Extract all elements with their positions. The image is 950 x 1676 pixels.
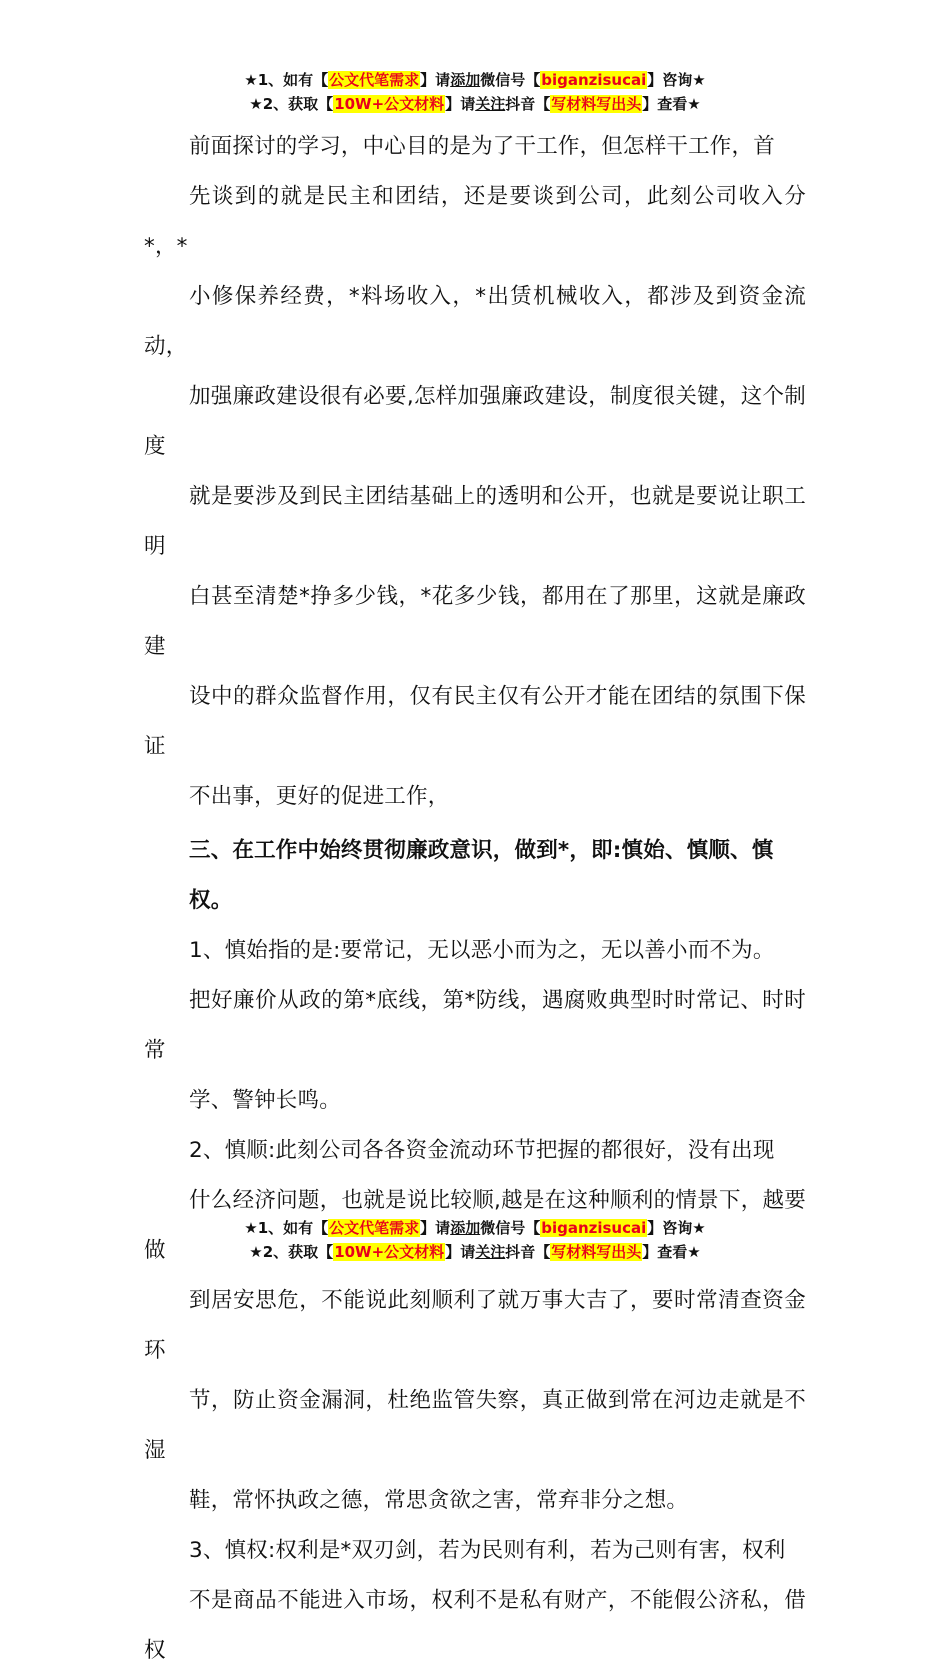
text-line: 加强廉政建设很有必要,怎样加强廉政建设，制度很关键，这个制度 <box>144 384 806 459</box>
text-line: 不是商品不能进入市场，权利不是私有财产，不能假公济私，借权 <box>144 1588 806 1663</box>
text-line: 不出事，更好的促进工作， <box>189 784 450 809</box>
banner-line-2 <box>0 1240 950 1264</box>
text-line: 三、在工作中始终贯彻廉政意识，做到*，即:慎始、慎顺、慎 <box>189 838 774 863</box>
banner-text: 】咨询★ <box>647 1219 706 1237</box>
text-line: 鞋，常怀执政之德，常思贪欲之害，常弃非分之想。 <box>189 1488 689 1513</box>
banner-text: 】请 <box>445 95 476 113</box>
banner-text: 】查看★ <box>642 95 701 113</box>
banner-wechat-id: biganzisucai <box>541 71 647 89</box>
header-banner <box>0 68 950 116</box>
banner-highlight: 公文代笔需求 <box>329 1219 420 1237</box>
banner-text: 微信号【 <box>480 1219 541 1237</box>
banner-text: 】请 <box>420 1219 451 1237</box>
banner-emphasis: 添加 <box>450 71 481 89</box>
text-line: 先谈到的就是民主和团结，还是要谈到公司，此刻公司收入分*，* <box>144 184 806 259</box>
banner-emphasis: 关注 <box>475 1243 506 1261</box>
text-line: 白甚至清楚*挣多少钱，*花多少钱，都用在了那里，这就是廉政建 <box>144 584 806 659</box>
banner-highlight: 10W+公文材料 <box>334 1243 445 1261</box>
paragraph <box>144 1126 806 1526</box>
banner-emphasis: 关注 <box>475 95 506 113</box>
banner-text: 抖音【 <box>505 95 551 113</box>
banner-highlight: 公文代笔需求 <box>329 71 420 89</box>
text-line: 到居安思危，不能说此刻顺利了就万事大吉了，要时常清查资金环 <box>144 1288 806 1363</box>
banner-text: ★1、如有【 <box>244 1219 329 1237</box>
text-line: 什么经济问题，也就是说比较顺,越是在这种顺利的情景下，越要做 <box>144 1188 806 1263</box>
paragraph <box>144 1526 806 1676</box>
banner-text: 抖音【 <box>505 1243 551 1261</box>
banner-line-1 <box>0 1216 950 1240</box>
banner-text: 】请 <box>420 71 451 89</box>
text-line: 前面探讨的学习，中心目的是为了干工作，但怎样干工作，首 <box>189 134 775 159</box>
document-body <box>144 122 806 1676</box>
footer-banner <box>0 1216 950 1264</box>
banner-douyin-id: 写材料写出头 <box>551 95 642 113</box>
text-line: 小修保养经费，*料场收入，*出赁机械收入，都涉及到资金流动， <box>144 284 806 359</box>
text-line: 2、慎顺:此刻公司各各资金流动环节把握的都很好，没有出现 <box>189 1138 775 1163</box>
banner-text: 】查看★ <box>642 1243 701 1261</box>
banner-text: ★2、获取【 <box>249 1243 334 1261</box>
banner-douyin-id: 写材料写出头 <box>551 1243 642 1261</box>
banner-text: ★2、获取【 <box>249 95 334 113</box>
banner-text: 微信号【 <box>480 71 541 89</box>
banner-line-2 <box>0 92 950 116</box>
text-line: 设中的群众监督作用，仅有民主仅有公开才能在团结的氛围下保证 <box>144 684 806 759</box>
text-line: 3、慎权:权利是*双刃剑，若为民则有利，若为己则有害，权利 <box>189 1538 786 1563</box>
text-line: 学、警钟长鸣。 <box>189 1088 341 1113</box>
banner-line-1 <box>0 68 950 92</box>
text-line: 就是要涉及到民主团结基础上的透明和公开，也就是要说让职工明 <box>144 484 806 559</box>
paragraph <box>144 122 806 822</box>
banner-text: 】请 <box>445 1243 476 1261</box>
banner-text: 】咨询★ <box>647 71 706 89</box>
banner-wechat-id: biganzisucai <box>541 1219 647 1237</box>
paragraph <box>144 926 806 1126</box>
banner-highlight: 10W+公文材料 <box>334 95 445 113</box>
text-line: 把好廉价从政的第*底线，第*防线，遇腐败典型时时常记、时时常 <box>144 988 806 1063</box>
text-line: 1、慎始指的是:要常记，无以恶小而为之，无以善小而不为。 <box>189 938 775 963</box>
text-line: 权。 <box>189 888 233 913</box>
banner-text: ★1、如有【 <box>244 71 329 89</box>
section-heading <box>144 826 806 926</box>
text-line: 节，防止资金漏洞，杜绝监管失察，真正做到常在河边走就是不湿 <box>144 1388 806 1463</box>
banner-emphasis: 添加 <box>450 1219 481 1237</box>
